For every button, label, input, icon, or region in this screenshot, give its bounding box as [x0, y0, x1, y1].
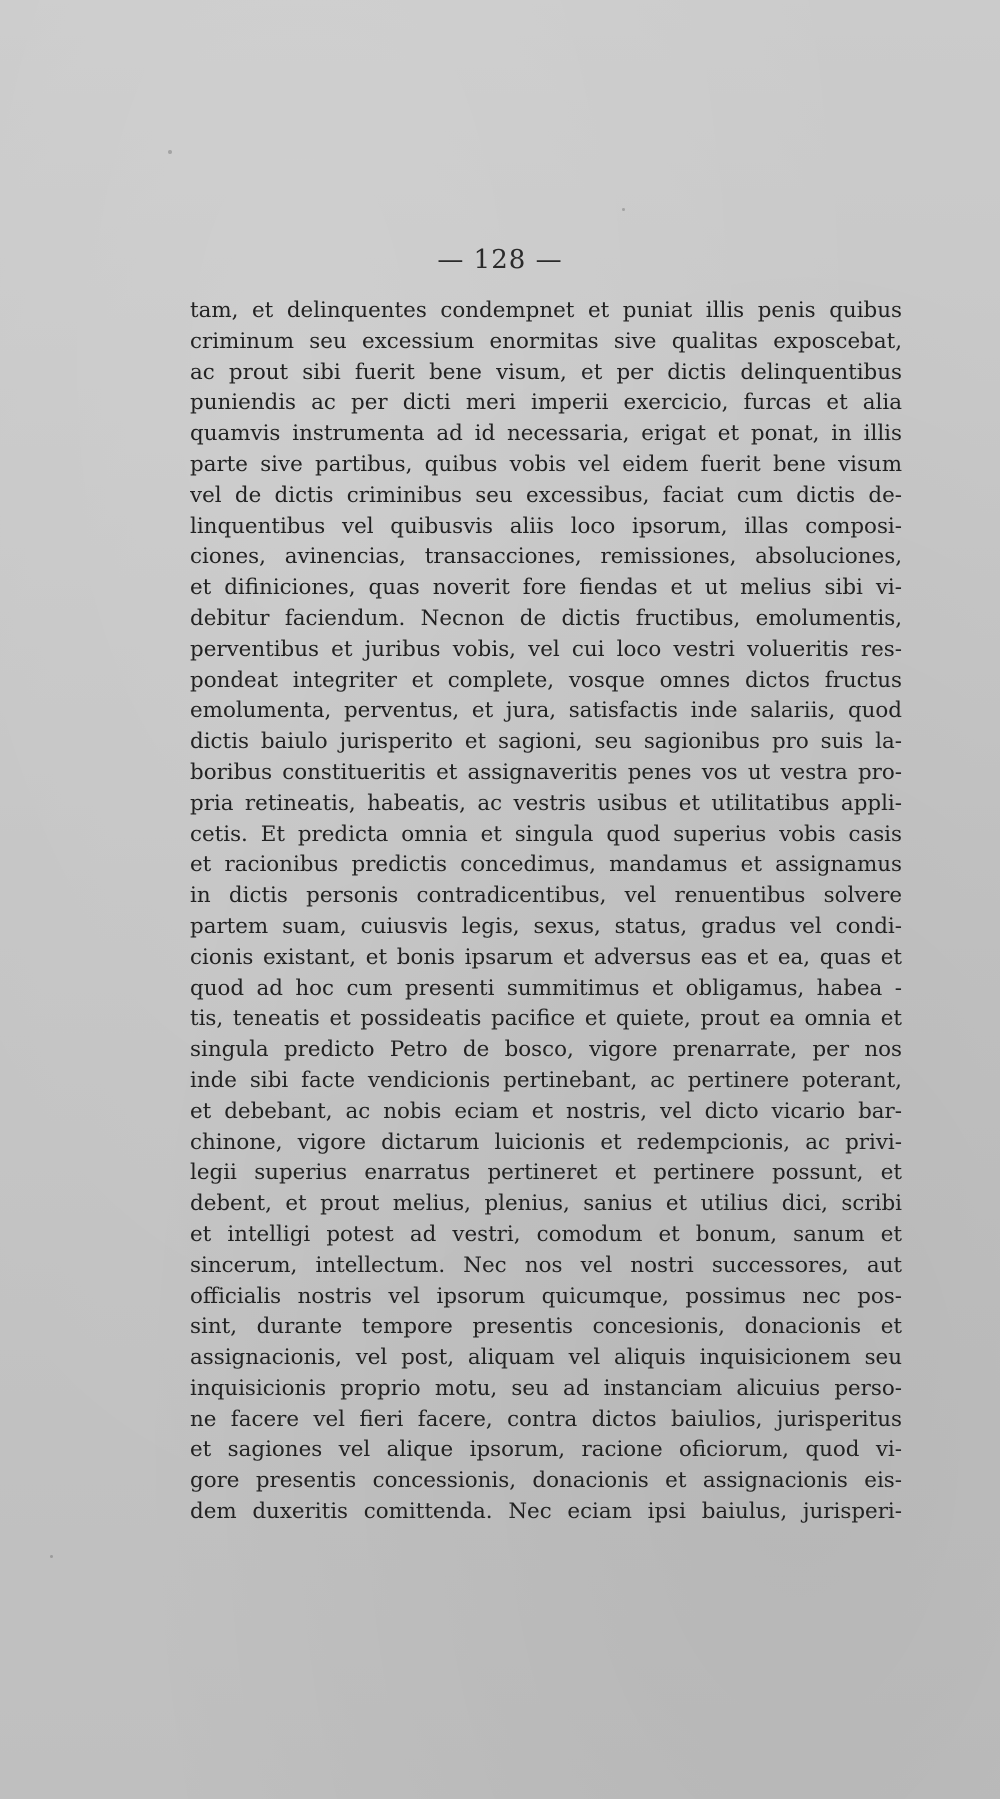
text-line: emolumenta, perventus, et jura, satisfactis inde salariis, quod [190, 698, 902, 724]
text-line: cetis. Et predicta omnia et singula quod superius vobis casis [190, 821, 902, 847]
text-line: chinone, vigore dictarum luicionis et redempcionis, ac privi- [190, 1129, 902, 1155]
text-line: debitur faciendum. Necnon de dictis fructibus, emolumentis, [190, 605, 902, 631]
text-line: puniendis ac per dicti meri imperii exercicio, furcas et alia [190, 390, 902, 416]
text-line: gore presentis concessionis, donacionis et assignacionis eis- [190, 1468, 902, 1494]
text-line: ac prout sibi fuerit bene visum, et per dictis delinquentibus [190, 359, 902, 385]
text-line: et racionibus predictis concedimus, mandamus et assignamus [190, 852, 902, 878]
text-line: criminum seu excessium enormitas sive qualitas exposcebat, [190, 328, 902, 354]
text-line: ne facere vel fieri facere, contra dictos baiulios, jurisperitus [190, 1406, 902, 1432]
text-line: singula predicto Petro de bosco, vigore prenarrate, per nos [190, 1037, 902, 1063]
text-line: tam, et delinquentes condempnet et puniat illis penis quibus [190, 298, 902, 323]
text-line: vel de dictis criminibus seu excessibus, faciat cum dictis de- [190, 482, 902, 508]
paper-speck [168, 150, 172, 154]
text-line: ciones, avinencias, transacciones, remissiones, absoluciones, [190, 544, 902, 570]
text-line: et sagiones vel alique ipsorum, racione oficiorum, quod vi- [190, 1437, 902, 1463]
text-line: quod ad hoc cum presenti summitimus et obligamus, habea - [190, 975, 902, 1001]
text-line: dem duxeritis comittenda. Nec eciam ipsi baiulus, jurisperi- [190, 1499, 902, 1525]
text-line: tis, teneatis et possideatis pacifice et quiete, prout ea omnia et [190, 1006, 902, 1032]
text-line: inquisicionis proprio motu, seu ad instanciam alicuius perso- [190, 1375, 902, 1401]
paper-speck [622, 208, 625, 211]
text-line: cionis existant, et bonis ipsarum et adversus eas et ea, quas et [190, 944, 902, 970]
page-number: — 128 — [437, 245, 563, 275]
text-line: assignacionis, vel post, aliquam vel aliquis inquisicionem seu [190, 1345, 902, 1371]
text-line: parte sive partibus, quibus vobis vel eidem fuerit bene visum [190, 451, 902, 477]
body-text [190, 296, 902, 1528]
text-line: legii superius enarratus pertineret et pertinere possunt, et [190, 1160, 902, 1186]
text-line: inde sibi facte vendicionis pertinebant, ac pertinere poterant, [190, 1067, 902, 1093]
text-line: et difiniciones, quas noverit fore fiendas et ut melius sibi vi- [190, 575, 902, 601]
text-line: et intelligi potest ad vestri, comodum et bonum, sanum et [190, 1221, 902, 1247]
text-line: in dictis personis contradicentibus, vel renuentibus solvere [190, 883, 902, 909]
text-line: officialis nostris vel ipsorum quicumque, possimus nec pos- [190, 1283, 902, 1309]
text-line: boribus constitueritis et assignaveritis penes vos ut vestra pro- [190, 759, 902, 785]
text-line: dictis baiulo jurisperito et sagioni, seu sagionibus pro suis la- [190, 729, 902, 755]
text-line: pria retineatis, habeatis, ac vestris usibus et utilitatibus appli- [190, 790, 902, 816]
text-line: et debebant, ac nobis eciam et nostris, vel dicto vicario bar- [190, 1098, 902, 1124]
text-line: sincerum, intellectum. Nec nos vel nostri successores, aut [190, 1252, 902, 1278]
text-line: quamvis instrumenta ad id necessaria, erigat et ponat, in illis [190, 421, 902, 447]
paper-speck [50, 1555, 53, 1558]
text-line: linquentibus vel quibusvis aliis loco ipsorum, illas composi- [190, 513, 902, 539]
text-line: perventibus et juribus vobis, vel cui loco vestri volueritis res- [190, 636, 902, 662]
text-line: debent, et prout melius, plenius, sanius et utilius dici, scribi [190, 1191, 902, 1217]
text-line: sint, durante tempore presentis concesionis, donacionis et [190, 1314, 902, 1340]
text-line: partem suam, cuiusvis legis, sexus, status, gradus vel condi- [190, 913, 902, 939]
text-line: pondeat integriter et complete, vosque omnes dictos fructus [190, 667, 902, 693]
